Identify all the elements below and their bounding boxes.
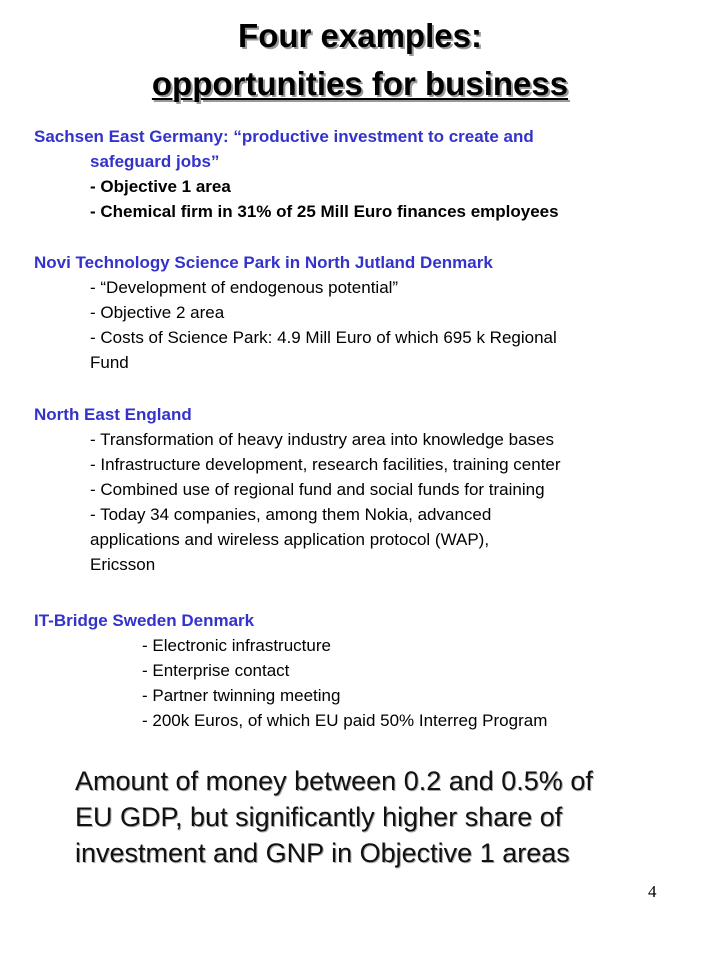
list-item: - Enterprise contact bbox=[142, 661, 290, 680]
summary-text bbox=[75, 763, 675, 871]
list-item: - Objective 2 area bbox=[90, 303, 225, 322]
section-heading: North East England bbox=[34, 405, 192, 424]
list-item: - Transformation of heavy industry area into knowledge bases bbox=[90, 430, 554, 449]
summary-line: Amount of money between 0.2 and 0.5% of bbox=[75, 766, 593, 796]
section-sachsen bbox=[34, 124, 714, 224]
list-item: - “Development of endogenous potential” bbox=[90, 278, 399, 297]
section-heading: IT-Bridge Sweden Denmark bbox=[34, 611, 255, 630]
section-heading: Novi Technology Science Park in North Jutland Denmark bbox=[34, 253, 493, 272]
list-item: - Chemical firm in 31% of 25 Mill Euro finances employees bbox=[90, 202, 559, 221]
page-number: 4 bbox=[648, 882, 657, 901]
list-item: - Partner twinning meeting bbox=[142, 686, 341, 705]
list-item: - Costs of Science Park: 4.9 Mill Euro of which 695 k Regional bbox=[90, 328, 557, 347]
section-novi bbox=[34, 250, 714, 375]
list-item: - Electronic infrastructure bbox=[142, 636, 331, 655]
list-item: - 200k Euros, of which EU paid 50% Interreg Program bbox=[142, 711, 548, 730]
list-item: - Objective 1 area bbox=[90, 177, 231, 196]
summary-line: investment and GNP in Objective 1 areas bbox=[75, 838, 570, 868]
list-item: - Today 34 companies, among them Nokia, advanced bbox=[90, 505, 492, 524]
list-item-continued: Fund bbox=[90, 353, 129, 372]
section-it-bridge bbox=[34, 608, 714, 733]
section-north-east-england bbox=[34, 402, 714, 577]
list-item-continued: applications and wireless application protocol (WAP), bbox=[90, 530, 490, 549]
summary-line: EU GDP, but significantly higher share of bbox=[75, 802, 563, 832]
section-heading-continued: safeguard jobs” bbox=[90, 152, 220, 171]
page-title-line-2: opportunities for business bbox=[151, 65, 569, 102]
list-item: - Infrastructure development, research facilities, training center bbox=[90, 455, 561, 474]
list-item: - Combined use of regional fund and social funds for training bbox=[90, 480, 545, 499]
section-heading: Sachsen East Germany: “productive investment to create and bbox=[34, 127, 534, 146]
list-item-continued: Ericsson bbox=[90, 555, 156, 574]
page-title-line-1: Four examples: bbox=[238, 17, 482, 54]
